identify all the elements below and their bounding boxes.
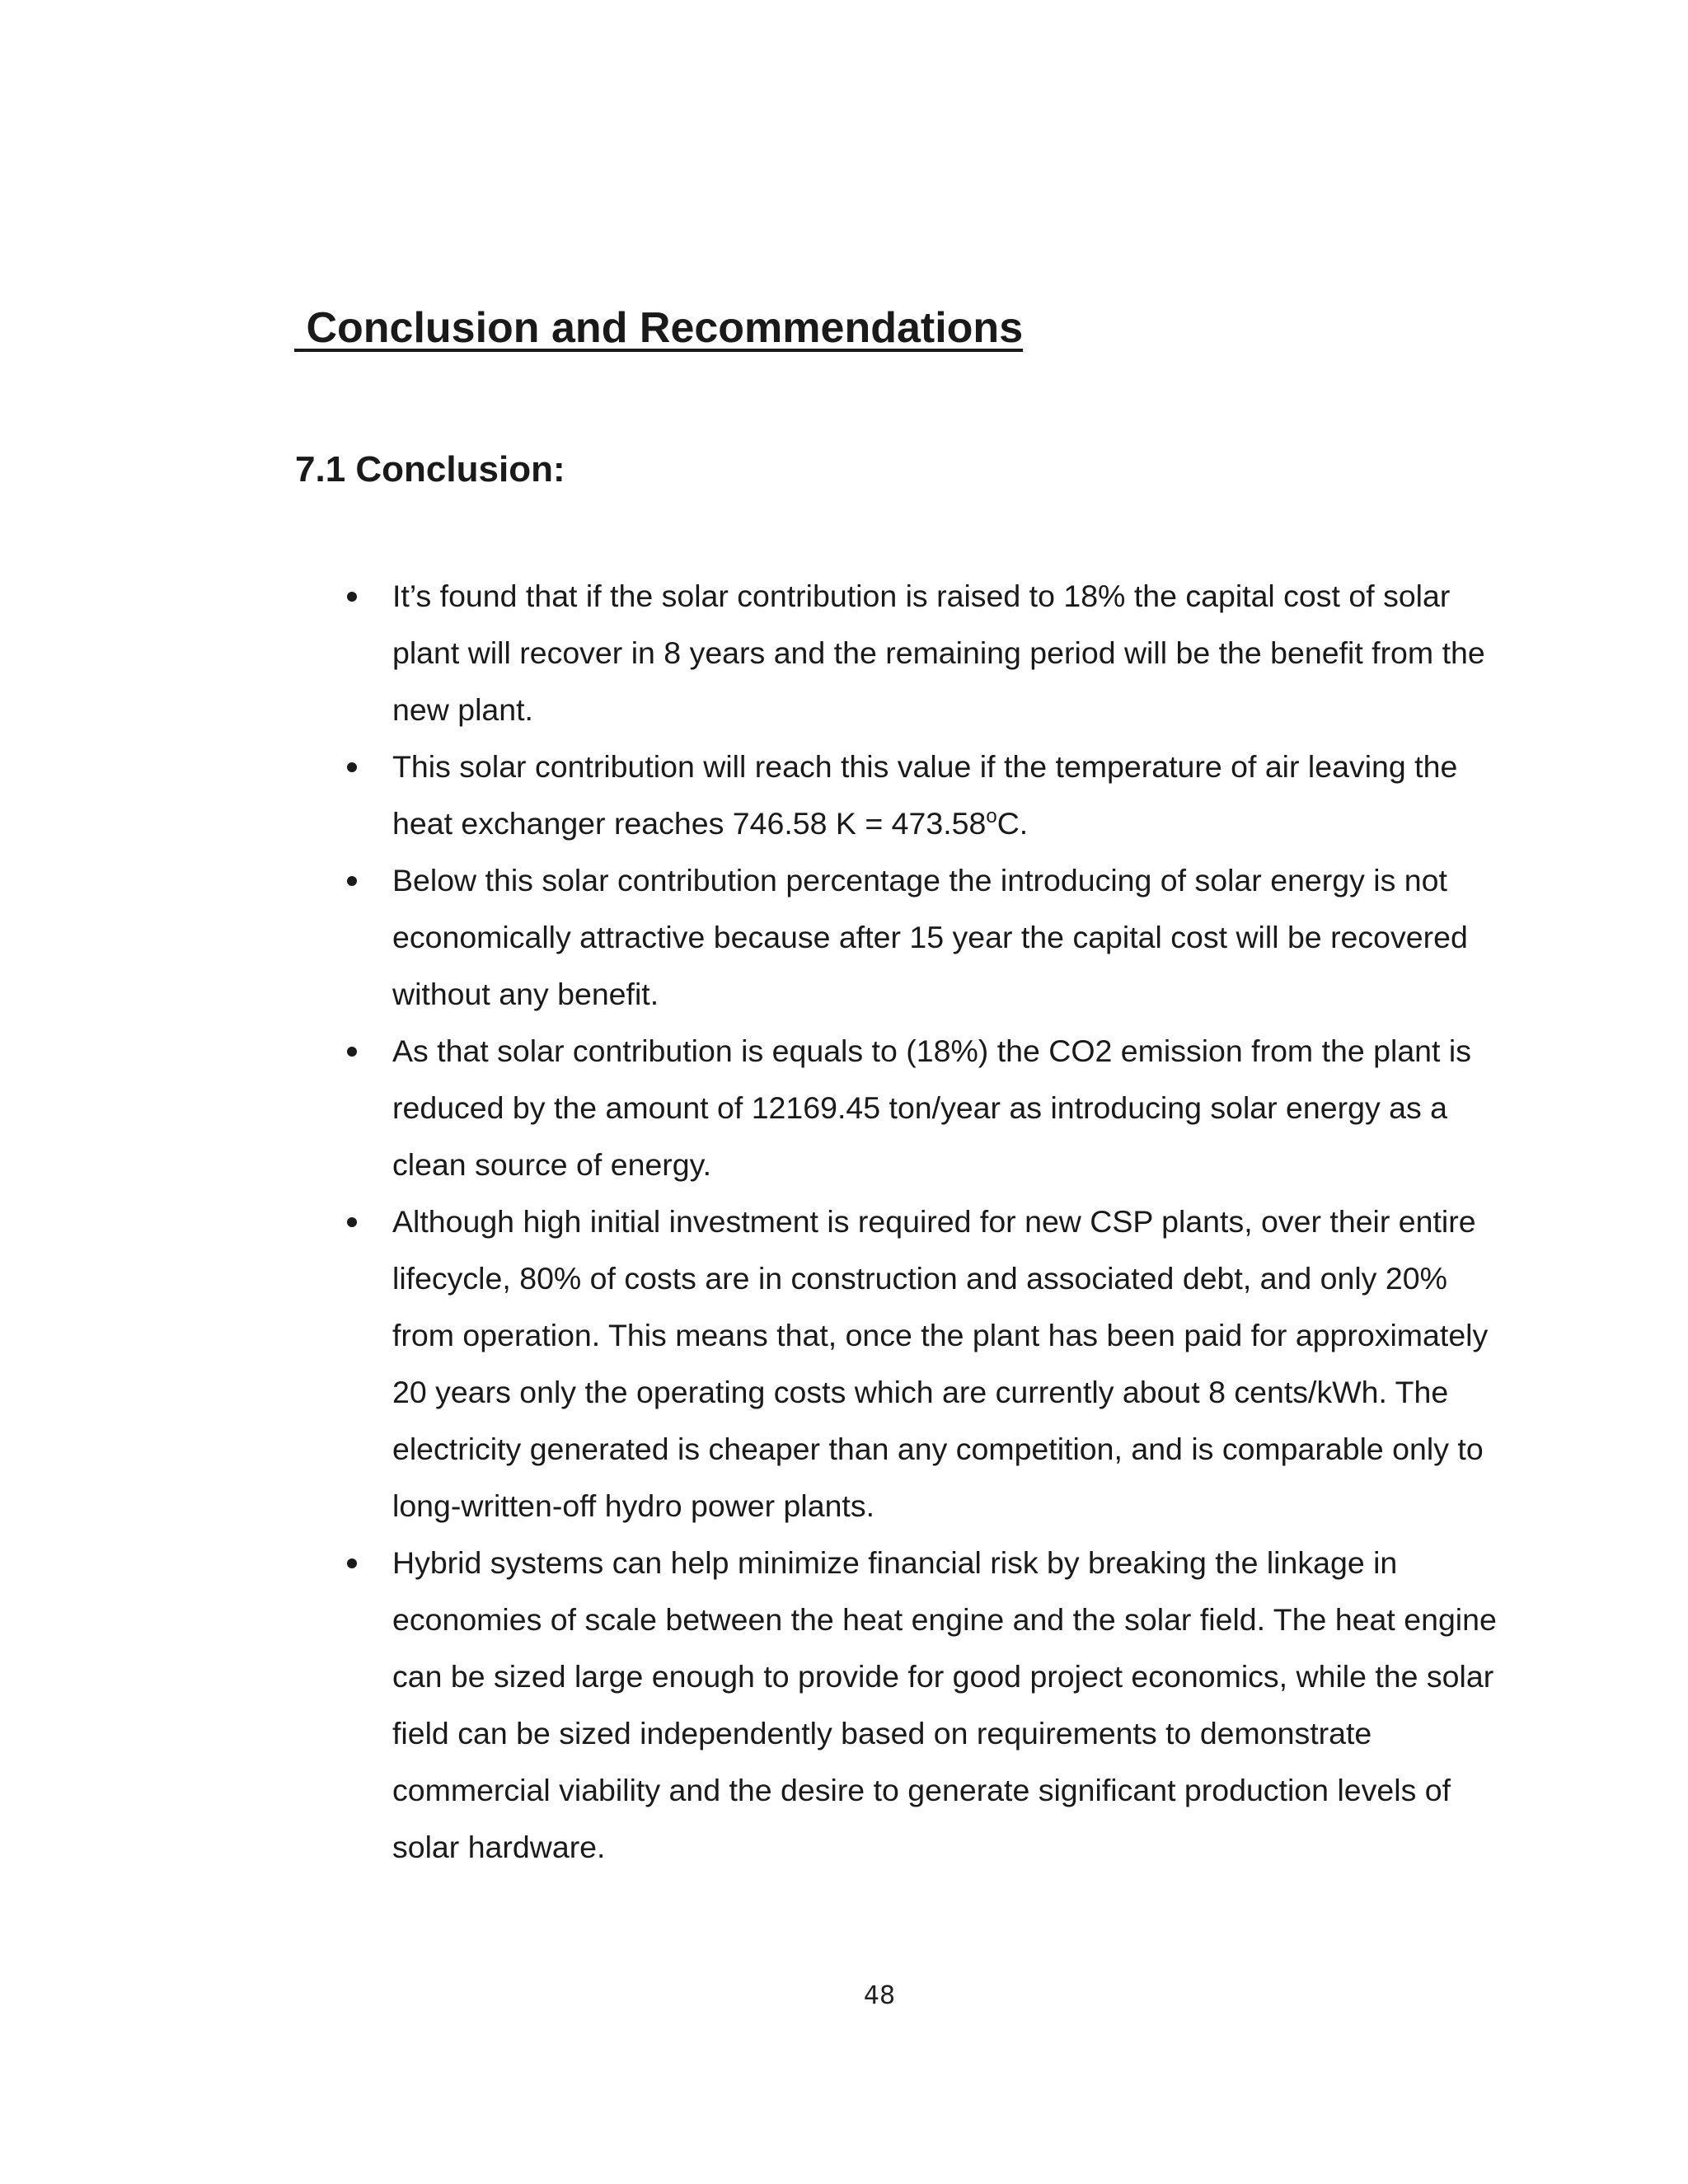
degree-superscript: o [986,805,997,827]
bullet-icon [347,1558,357,1568]
chapter-title-text: Conclusion and Recommendations [306,304,1024,352]
page-number: 48 [863,1981,896,2010]
list-item-text: Hybrid systems can help minimize financial risk by breaking the linkage in economies of scale between the heat engine and the solar field. The heat engine can be sized large enough to provide for good project economics, while the solar field can be sized independently based on requirements to demonstrate commercial viability and the desire to generate significant production levels of solar hardware. [392,1545,1497,1864]
list-item [338,738,1508,852]
bullet-icon [347,762,357,772]
list-item-text: It’s found that if the solar contribution is raised to 18% the capital cost of solar plant will recover in 8 years and the remaining period will be the benefit from the new plant. [392,579,1485,727]
bullet-icon [347,876,357,886]
list-item-text: Below this solar contribution percentage the introducing of solar energy is not economically attractive because after 15 year the capital cost will be recovered without any benefit. [392,863,1468,1011]
chapter-title [294,302,1023,354]
list-item-text: This solar contribution will reach this value if the temperature of air leaving the heat exchanger reaches 746.58 K = 473.58 [392,749,1458,841]
bullet-icon [347,1047,357,1057]
bullet-icon [347,1217,357,1227]
list-item [338,852,1508,1023]
conclusion-list [338,568,1508,1876]
list-item-text: As that solar contribution is equals to (18%) the CO2 emission from the plant is reduced by the amount of 12169.45 ton/year as introducing solar energy as a clean source of energy. [392,1033,1471,1182]
bullet-icon [347,592,357,602]
list-item [338,568,1508,738]
list-item [338,1023,1508,1193]
list-item [338,1193,1508,1535]
list-item-text: Although high initial investment is required for new CSP plants, over their entire lifecycle, 80% of costs are in construction and associated debt, and only 20% from operation. This means that, once the plant has been paid for approximately 20 years only the operating costs which are currently about 8 cents/kWh. The electricity generated is cheaper than any competition, and is comparable only to long-written-off hydro power plants. [392,1204,1489,1523]
list-item-text-end: C. [996,806,1029,841]
list-item [338,1535,1508,1876]
section-heading: 7.1 Conclusion: [295,449,565,490]
